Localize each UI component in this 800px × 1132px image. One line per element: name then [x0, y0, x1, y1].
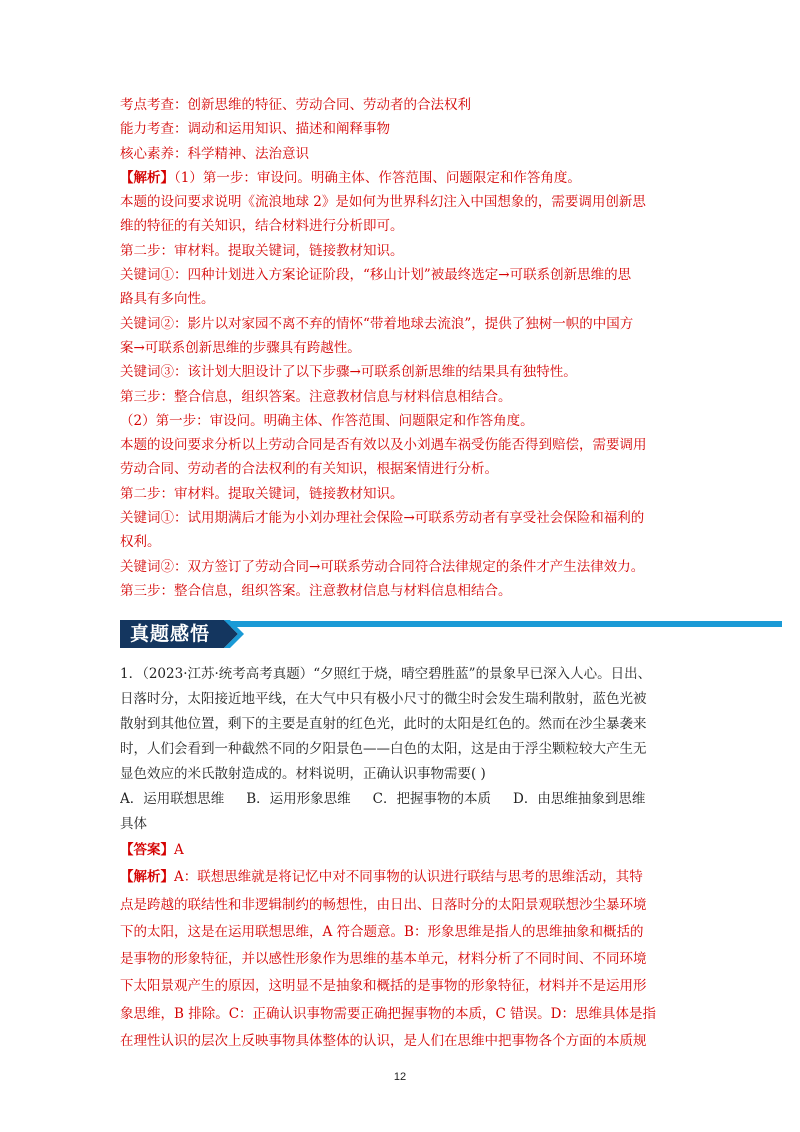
explanation-line: 【解析】A：联想思维就是将记忆中对不同事物的认识进行联结与思考的思维活动，其特 [120, 869, 643, 886]
options-row [120, 787, 682, 812]
option-d: D．由思维抽象到思维 [513, 791, 646, 807]
explanation-line: 点是跨越的联结性和非逻辑制约的畅想性，由日出、日落时分的太阳景观联想沙尘暴环境 [120, 896, 647, 913]
analysis-line: 权利。 [120, 534, 161, 551]
section-banner [120, 618, 782, 650]
explanation-line: 象思维，B 排除。C：正确认识事物需要正确把握事物的本质，C 错误。D：思维具体是指 [120, 1005, 656, 1022]
analysis-line: 维的特征的有关知识，结合材料进行分析即可。 [120, 218, 404, 235]
option-a: A．运用联想思维 [120, 791, 225, 807]
analysis-line: 关键词①：四种计划进入方案论证阶段，“移山计划”被最终选定→可联系创新思维的思 [120, 267, 632, 284]
analysis-label: 【解析】 [120, 169, 174, 186]
explanation-label: 【解析】 [120, 869, 174, 886]
literacy-points: 核心素养：科学精神、法治意识 [120, 145, 309, 162]
question-line: 日落时分，太阳接近地平线，在大气中只有极小尺寸的微尘时会发生瑞利散射，蓝色光被 [120, 691, 647, 707]
section-title: 真题感悟 [130, 623, 211, 645]
analysis-line: 关键词②：双方签订了劳动合同→可联系劳动合同符合法律规定的条件才产生法律效力。 [120, 558, 645, 575]
analysis-line: 案→可联系创新思维的步骤具有跨越性。 [120, 339, 361, 356]
answer-line [120, 837, 682, 864]
exam-points: 考点考查：创新思维的特征、劳动合同、劳动者的合法权利 [120, 97, 471, 113]
banner-shape [120, 618, 782, 650]
analysis-line: 关键词③：该计划大胆设计了以下步骤→可联系创新思维的结果具有独特性。 [120, 364, 577, 381]
analysis-line: 本题的设问要求说明《流浪地球 2》是如何为世界科幻注入中国想象的，需要调用创新思 [120, 194, 646, 211]
analysis-line: 第二步：审材料。提取关键词，链接教材知识。 [120, 242, 404, 259]
analysis-line: 路具有多向性。 [120, 291, 215, 308]
analysis-line: 第二步：审材料。提取关键词，链接教材知识。 [120, 485, 404, 502]
analysis-line: 【解析】（1）第一步：审设问。明确主体、作答范围、问题限定和作答角度。 [120, 169, 581, 186]
page-number: 12 [393, 1071, 407, 1083]
answer-value: A [174, 842, 184, 858]
explanation-line: 在理性认识的层次上反映事物具体整体的认识，是人们在思维中把事物各个方面的本质规 [120, 1033, 647, 1050]
ability-points: 能力考查：调动和运用知识、描述和阐释事物 [120, 121, 390, 138]
analysis-line: 第三步：整合信息，组织答案。注意教材信息与材料信息相结合。 [120, 582, 512, 599]
question-line: 1．（2023·江苏·统考高考真题）“夕照红于烧，晴空碧胜蓝”的景象早已深入人心。日出、 [120, 666, 652, 682]
question-line: 显色效应的米氏散射造成的。材料说明，正确认识事物需要( ) [120, 766, 486, 782]
option-c: C．把握事物的本质 [372, 791, 492, 807]
question-1 [120, 662, 682, 1055]
question-line: 时，人们会看到一种截然不同的夕阳景色——白色的太阳，这是由于浮尘颗粒较大产生无 [120, 741, 647, 757]
explanation-line: 下太阳景观产生的原因，这明显不是抽象和概括的是事物的形象特征，材料并不是运用形 [120, 978, 647, 995]
answer-label: 【答案】 [120, 842, 174, 858]
analysis-line: 关键词①：试用期满后才能为小刘办理社会保险→可联系劳动者有享受社会保险和福利的 [120, 510, 645, 527]
analysis-line: 劳动合同、劳动者的合法权利的有关知识，根据案情进行分析。 [120, 461, 498, 478]
question-line: 散射到其他位置，剩下的主要是直射的红色光，此时的太阳是红色的。然而在沙尘暴袭来 [120, 716, 647, 732]
option-d-wrap: 具体 [120, 816, 147, 832]
explanation-line: 下的太阳，这是在运用联想思维，A 符合题意。B：形象思维是指人的思维抽象和概括的 [120, 923, 644, 940]
option-b: B．运用形象思维 [246, 791, 351, 807]
analysis-section [120, 93, 682, 603]
analysis-line: 本题的设问要求分析以上劳动合同是否有效以及小刘遇车祸受伤能否得到赔偿，需要调用 [120, 437, 647, 454]
analysis-line: 第三步：整合信息，组织答案。注意教材信息与材料信息相结合。 [120, 388, 512, 405]
explanation-line: 是事物的形象特征，并以感性形象作为思维的基本单元，材料分析了不同时间、不同环境 [120, 951, 647, 968]
analysis-line: （2）第一步：审设问。明确主体、作答范围、问题限定和作答角度。 [120, 412, 534, 429]
analysis-line: 关键词②：影片以对家园不离不弃的情怀“带着地球去流浪”，提供了独树一帜的中国方 [120, 315, 634, 332]
